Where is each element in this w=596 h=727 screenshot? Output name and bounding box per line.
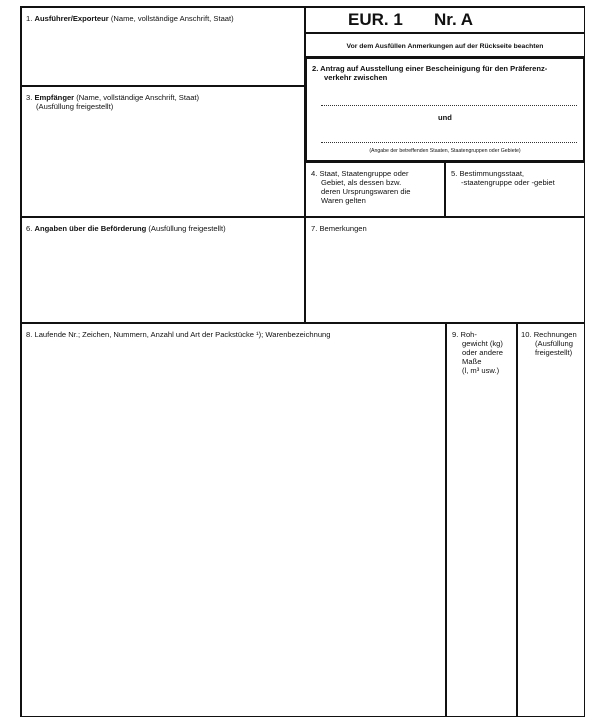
field-6-label: 6. Angaben über die Beförderung (Ausfüllung freigestellt)	[26, 224, 226, 233]
field-10-invoices[interactable]	[517, 323, 585, 717]
field-7-label: 7. Bemerkungen	[311, 224, 367, 233]
field-3-label: 3. Empfänger (Name, vollständige Anschrift, Staat) (Ausfüllung freigestellt)	[26, 93, 200, 111]
field-2-und: und	[438, 113, 452, 122]
field-1-exporter[interactable]	[21, 7, 305, 86]
field-4-label: 4. Staat, Staatengruppe oder Gebiet, als dessen bzw. deren Ursprungswaren die Waren gelten	[311, 169, 411, 205]
field-2-dotline-2	[321, 142, 577, 143]
field-2-note: (Angabe der betreffenden Staaten, Staatengruppen oder Gebiete)	[369, 148, 521, 154]
field-10-label: 10. Rechnungen (Ausfüllung freigestellt)	[521, 330, 577, 357]
header-note: Vor dem Ausfüllen Anmerkungen auf der Rückseite beachten	[346, 43, 544, 50]
field-7-remarks[interactable]	[305, 217, 585, 323]
form-title: EUR. 1	[348, 10, 403, 29]
field-5-label: 5. Bestimmungsstaat, -staatengruppe oder -gebiet	[451, 169, 555, 187]
form-number-label: Nr. A	[434, 10, 474, 29]
header-note-block	[305, 33, 585, 57]
field-8-label: 8. Laufende Nr.; Zeichen, Nummern, Anzahl und Art der Packstücke ¹); Warenbezeichnung	[26, 330, 331, 339]
field-1-label: 1. Ausführer/Exporteur (Name, vollständige Anschrift, Staat)	[26, 14, 234, 23]
field-3-consignee[interactable]	[21, 86, 305, 217]
field-8-goods-description[interactable]	[21, 323, 446, 717]
eur1-form	[20, 6, 585, 717]
field-4-origin-country[interactable]	[305, 162, 445, 217]
field-6-transport[interactable]	[21, 217, 305, 323]
field-9-gross-weight[interactable]	[446, 323, 517, 717]
field-9-label: 9. Roh- gewicht (kg) oder andere Maße (l, m³ usw.)	[452, 330, 503, 375]
side-footnote	[3, 30, 15, 710]
field-2-preference-request[interactable]	[305, 57, 585, 162]
field-5-destination[interactable]	[445, 162, 585, 217]
header-title-block	[305, 7, 585, 33]
field-2-label: 2. Antrag auf Ausstellung einer Bescheinigung für den Präferenz- verkehr zwischen	[312, 64, 548, 82]
field-2-dotline-1	[321, 105, 577, 106]
